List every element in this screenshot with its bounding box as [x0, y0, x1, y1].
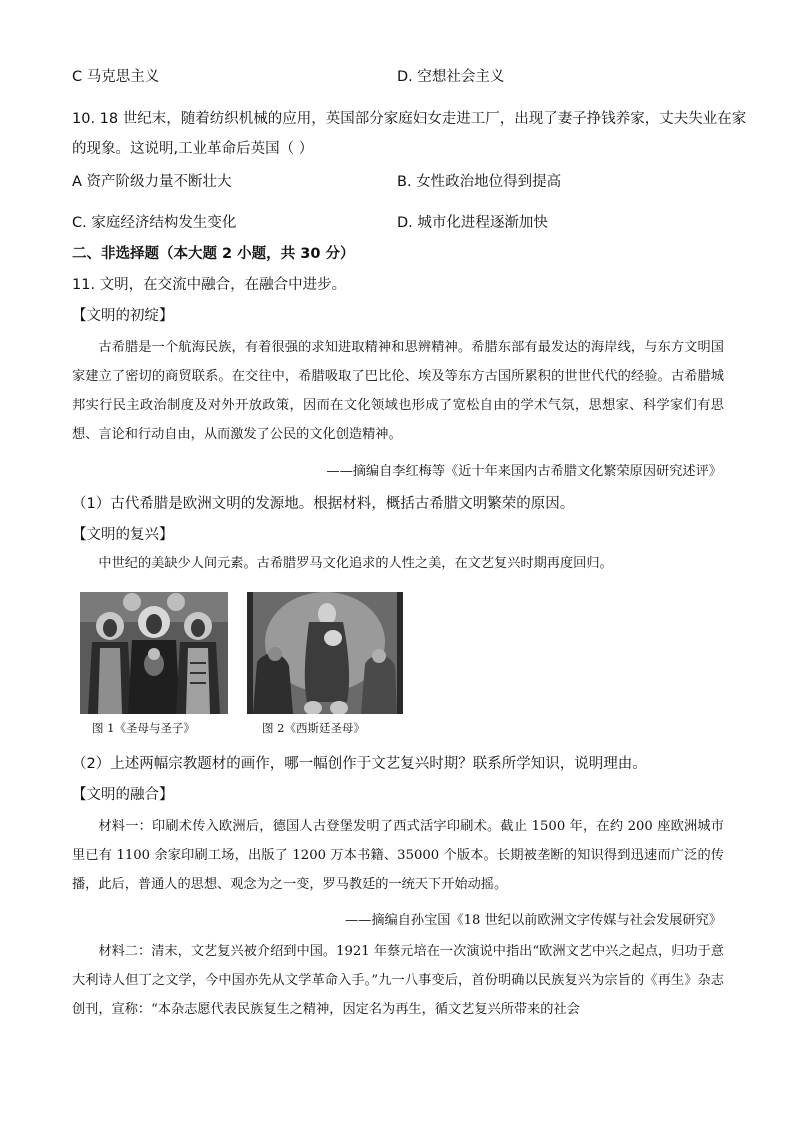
figure-2-caption: 图 2《西斯廷圣母》 — [262, 721, 365, 735]
part1-heading: 【文明的初绽】 — [72, 308, 174, 324]
q10-option-c: C. 家庭经济结构发生变化 — [72, 215, 237, 231]
q9-option-d: D. 空想社会主义 — [397, 69, 505, 85]
part1-source: ——摘编自李红梅等《近十年来国内古希腊文化繁荣原因研究述评》 — [326, 464, 722, 479]
q10-option-b: B. 女性政治地位得到提高 — [397, 174, 562, 190]
material-2: 材料二：清末，文艺复兴被介绍到中国。1921 年蔡元培在一次演说中指出“欧洲文艺中兴之起点，归功于意大利诗人但丁之文学，今中国亦先从文学革命入手。”九一八事变后，首份明确以民族复兴为宗旨的《再生》杂志创刊，宣称：“本杂志愿代表民族复生之精神，因定名为再生，循文艺复兴所带来的社会 — [72, 944, 724, 1017]
part2-heading: 【文明的复兴】 — [72, 527, 174, 543]
figure-2-image — [247, 592, 403, 714]
part1-material: 古希腊是一个航海民族，有着很强的求知进取精神和思辨精神。希腊东部有最发达的海岸线，与东方文明国家建立了密切的商贸联系。在交往中，希腊吸取了巴比伦、埃及等东方古国所累积的世世代代的经验。古希腊城邦实行民主政治制度及对外开放政策，因而在文化领域也形成了宽松自由的学术气氛，思想家、科学家们有思想、言论和行动自由，从而激发了公民的文化创造精神。 — [72, 340, 724, 442]
q10-option-a: A 资产阶级力量不断壮大 — [72, 174, 232, 190]
part3-heading: 【文明的融合】 — [72, 787, 174, 803]
part2-material: 中世纪的美缺少人间元素。古希腊罗马文化追求的人性之美，在文艺复兴时期再度回归。 — [98, 556, 613, 571]
figure-1-caption: 图 1《圣母与圣子》 — [92, 721, 195, 735]
figure-2-painting — [247, 592, 403, 714]
section-heading: 二、非选择题（本大题 2 小题，共 30 分） — [72, 246, 355, 262]
q10-stem-line2: 的现象。这说明,工业革命后英国（ ） — [72, 141, 314, 157]
question-1: （1）古代希腊是欧洲文明的发源地。根据材料，概括古希腊文明繁荣的原因。 — [72, 496, 575, 512]
q11-stem: 11. 文明，在交流中融合，在融合中进步。 — [72, 277, 347, 293]
q9-option-c: C 马克思主义 — [72, 69, 160, 85]
figure-1-painting — [80, 592, 228, 714]
q10-option-d: D. 城市化进程逐渐加快 — [397, 215, 548, 231]
material-1-source: ——摘编自孙宝国《18 世纪以前欧洲文字传媒与社会发展研究》 — [344, 913, 722, 928]
q10-stem-line1: 10. 18 世纪末，随着纺织机械的应用，英国部分家庭妇女走进工厂，出现了妻子挣钱养家，丈夫失业在家 — [72, 111, 747, 127]
question-2: （2）上述两幅宗教题材的画作，哪一幅创作于文艺复兴时期？联系所学知识，说明理由。 — [72, 756, 647, 772]
material-1: 材料一：印刷术传入欧洲后，德国人古登堡发明了西式活字印刷术。截止 1500 年，在约 200 座欧洲城市里已有 1100 余家印刷工场，出版了 1200 万本书籍、35000 个版本。长期被垄断的知识得到迅速而广泛的传播，此后，普通人的思想、观念为之一变，罗马教廷的一统天下开始动摇。 — [72, 819, 724, 892]
figure-1-image — [80, 592, 228, 714]
